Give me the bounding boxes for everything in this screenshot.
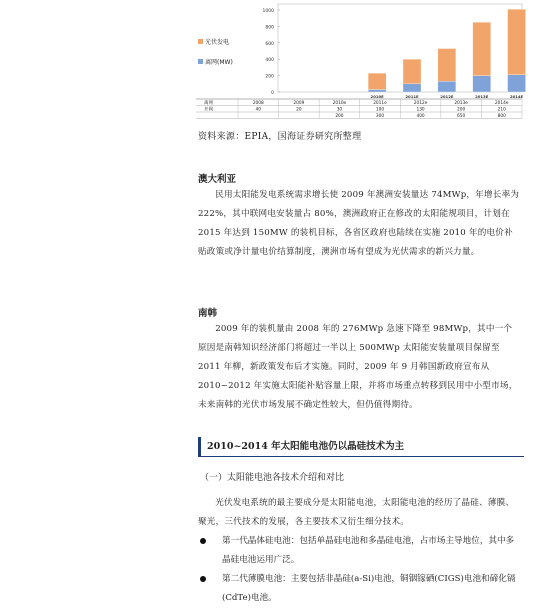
table-cell: 2014e [494, 101, 509, 106]
table-cell: 2010e [332, 101, 347, 106]
bullet-text: 第一代晶体硅电池：包括单晶硅电池和多晶硅电池，占市场主导地位，其中多晶硅电池运用广泛。 [222, 536, 515, 565]
table-cell: 300 [375, 114, 385, 119]
x-tick-label: 2011E [405, 94, 419, 99]
table-cell: 2012e [413, 101, 428, 106]
table-cell: 650 [457, 114, 466, 119]
subsection-title: （一）太阳能电池各技术介绍和对比 [200, 473, 345, 483]
bullet-dot-icon [200, 576, 206, 582]
table-row-label: 并网 [204, 107, 213, 113]
bar-segment [473, 22, 491, 75]
legend-swatch-blue [198, 59, 203, 64]
bar-segment [473, 76, 491, 92]
y-tick-label: 400 [265, 58, 274, 64]
data-table [196, 99, 522, 119]
table-cell: 2008 [252, 101, 264, 106]
legend-swatch-orange [198, 39, 203, 44]
chart-svg [196, 0, 526, 123]
y-tick-label: 600 [265, 41, 274, 47]
bullet-text: 第二代薄膜电池：主要包括非晶硅(a-Si)电池，铜铟镓硒(CIGS)电池和碲化镉(CdTe)电池。 [222, 574, 516, 603]
bullet-dot-icon [200, 538, 206, 544]
section-title: 2010~2014 年太阳能电池仍以晶硅技术为主 [198, 437, 524, 457]
bar-segment [403, 59, 421, 84]
bar-segment [508, 9, 526, 75]
korea-heading: 南韩 [198, 308, 218, 319]
source-note: 资料来源：EPIA，国海证券研究所整理 [198, 132, 362, 142]
bar-segment [508, 75, 526, 92]
legend-item-orange [198, 37, 229, 46]
x-tick-label: 2014E [509, 94, 524, 99]
australia-paragraph: 民用太阳能发电系统需求增长使 2009 年澳洲安装量达 74MWp，年增长率为 222%，其中联网电安装量占 80%，澳洲政府正在修改的太阳能规项目，计划在 2015 年达到 150MW 的装机目标，各省区政府也陆续在实施 2010 年的电价补贴政策或净计量电价结算制度，澳洲市场有望成为光伏需求的新兴力量。 [198, 190, 520, 257]
bullet-item [198, 570, 520, 608]
table-cell: 40 [255, 107, 262, 113]
table-cell: 30 [336, 107, 343, 113]
y-tick-label: 0 [271, 91, 274, 96]
table-cell: 100 [375, 107, 385, 113]
table-cell: 200 [457, 107, 466, 113]
table-cell: 2011e [373, 101, 387, 106]
bar-segment [438, 81, 456, 92]
table-cell: 2009 [293, 101, 305, 106]
table-cell: 20 [296, 107, 302, 113]
korea-paragraph: 2009 年的装机量由 2008 年的 276MWp 急速下降至 98MWp，其中一个原因是南韩知识经济部门将超过一半以上 500MWp 太阳能安装量项目保留至 2011 年柳，新政策发布后才实施。同时，2009 年 9 月韩国新政府宣布从 2010~2012 年实施太阳能补贴容量上限，并将市场重点转移到民用中小型市场，未来南韩的光伏市场发展不确定性较大，但仍值得期待。 [198, 324, 518, 410]
y-tick-label: 200 [265, 74, 274, 80]
table-cell: 200 [335, 114, 344, 119]
table-cell: 130 [416, 107, 425, 113]
table-cell: 400 [416, 114, 425, 119]
legend-item-blue [198, 57, 233, 66]
y-tick-label: 1000 [262, 9, 274, 14]
australia-heading: 澳大利亚 [198, 174, 237, 185]
bar-segment [403, 84, 421, 92]
table-cell: 800 [497, 114, 506, 119]
y-tick-label: 800 [265, 25, 274, 31]
table-cell: 210 [497, 107, 506, 113]
intro-paragraph: 光伏发电系统的最主要成分是太阳能电池，太阳能电池的经历了晶硅、薄膜、聚光，三代技术的发展，各主要技术又衍生细分技术。 [198, 498, 515, 527]
x-tick-label: 2012E [440, 94, 454, 99]
legend-label-blue: 离网(MW) [205, 59, 233, 66]
table-cell: 2013e [454, 101, 468, 106]
bullet-item [198, 532, 520, 570]
x-tick-label: 2013E [475, 94, 489, 99]
x-tick-label: 2010E [370, 94, 384, 99]
bars [368, 9, 525, 99]
bar-segment [368, 90, 386, 92]
stacked-bar-chart [196, 0, 526, 123]
table-row-label: 离网 [204, 101, 213, 106]
bar-segment [438, 49, 456, 82]
bar-segment [368, 73, 386, 89]
legend-label-orange: 光伏发电 [205, 39, 230, 46]
